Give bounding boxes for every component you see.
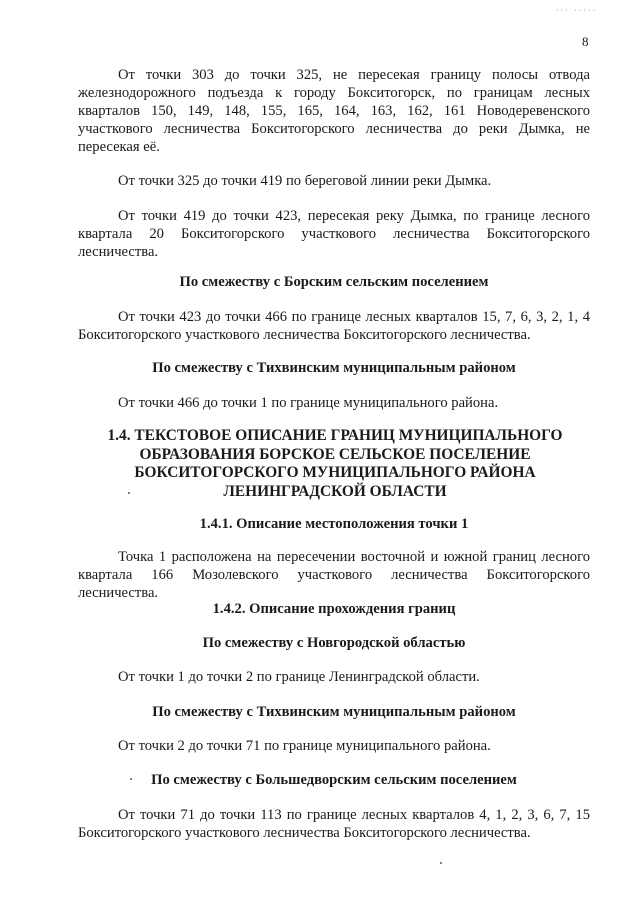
scan-speck	[128, 492, 130, 494]
heading-1-4-1: 1.4.1. Описание местоположения точки 1	[199, 516, 469, 532]
heading-1-4-2: 1.4.2. Описание прохождения границ	[212, 601, 456, 617]
paragraph-text: От точки 1 до точки 2 по границе Ленинградской области.	[118, 669, 480, 685]
paragraph-boundary-423-466	[78, 308, 590, 344]
paragraph-text: От точки 71 до точки 113 по границе лесных кварталов 4, 1, 2, 3, 6, 7, 15 Бокситогорского участкового лесничества Бокситогорского лесничества.	[78, 807, 590, 841]
paragraph-text: От точки 2 до точки 71 по границе муниципального района.	[118, 738, 491, 754]
paragraph-boundary-1-2	[78, 668, 590, 686]
heading-bolshedvorskoe-border: По смежеству с Большедворским сельским поселением	[151, 772, 517, 788]
scan-marks: ··· ·····	[556, 6, 598, 15]
paragraph-boundary-419-423	[78, 207, 590, 261]
paragraph-text: От точки 325 до точки 419 по береговой линии реки Дымка.	[118, 173, 492, 189]
page-number: 8	[582, 34, 589, 49]
section-title-1-4: 1.4. ТЕКСТОВОЕ ОПИСАНИЕ ГРАНИЦ МУНИЦИПАЛЬНОГО ОБРАЗОВАНИЯ БОРСКОЕ СЕЛЬСКОЕ ПОСЕЛЕНИЕ БОКСИТОГОРСКОГО МУНИЦИПАЛЬНОГО РАЙОНА ЛЕНИНГРАДСКОЙ ОБЛАСТИ	[107, 427, 563, 500]
scan-speck	[440, 862, 442, 864]
paragraph-text: От точки 419 до точки 423, пересекая реку Дымка, по границе лесного квартала 20 Бокситогорского участкового лесничества Бокситогорского лесничества.	[78, 208, 590, 260]
paragraph-boundary-303-325	[78, 66, 590, 156]
heading-novgorod-border: По смежеству с Новгородской областью	[202, 635, 466, 651]
heading-borskoe-border: По смежеству с Борским сельским поселением	[179, 274, 489, 290]
paragraph-boundary-2-71	[78, 737, 590, 755]
paragraph-boundary-71-113	[78, 806, 590, 842]
paragraph-boundary-466-1	[78, 394, 590, 412]
paragraph-text: От точки 466 до точки 1 по границе муниципального района.	[118, 395, 499, 411]
heading-tikhvin-border: По смежеству с Тихвинским муниципальным районом	[152, 360, 516, 376]
heading-tikhvin-border-2: По смежеству с Тихвинским муниципальным районом	[152, 704, 516, 720]
paragraph-point-1-location	[78, 548, 590, 602]
paragraph-boundary-325-419	[78, 172, 590, 190]
paragraph-text: От точки 303 до точки 325, не пересекая границу полосы отвода железнодорожного подъезда к городу Бокситогорск, по границам лесных кварталов 150, 149, 148, 155, 165, 164, 163, 162, 161 Новодеревенского участкового лесничества Бокситогорского лесничества до реки Дымка, не пересекая её.	[78, 67, 590, 155]
paragraph-text: От точки 423 до точки 466 по границе лесных кварталов 15, 7, 6, 3, 2, 1, 4 Бокситогорского участкового лесничества Бокситогорского лесничества.	[78, 309, 590, 343]
paragraph-text: Точка 1 расположена на пересечении восточной и южной границ лесного квартала 166 Мозолевского участкового лесничества Бокситогорского лесничества.	[78, 549, 590, 601]
